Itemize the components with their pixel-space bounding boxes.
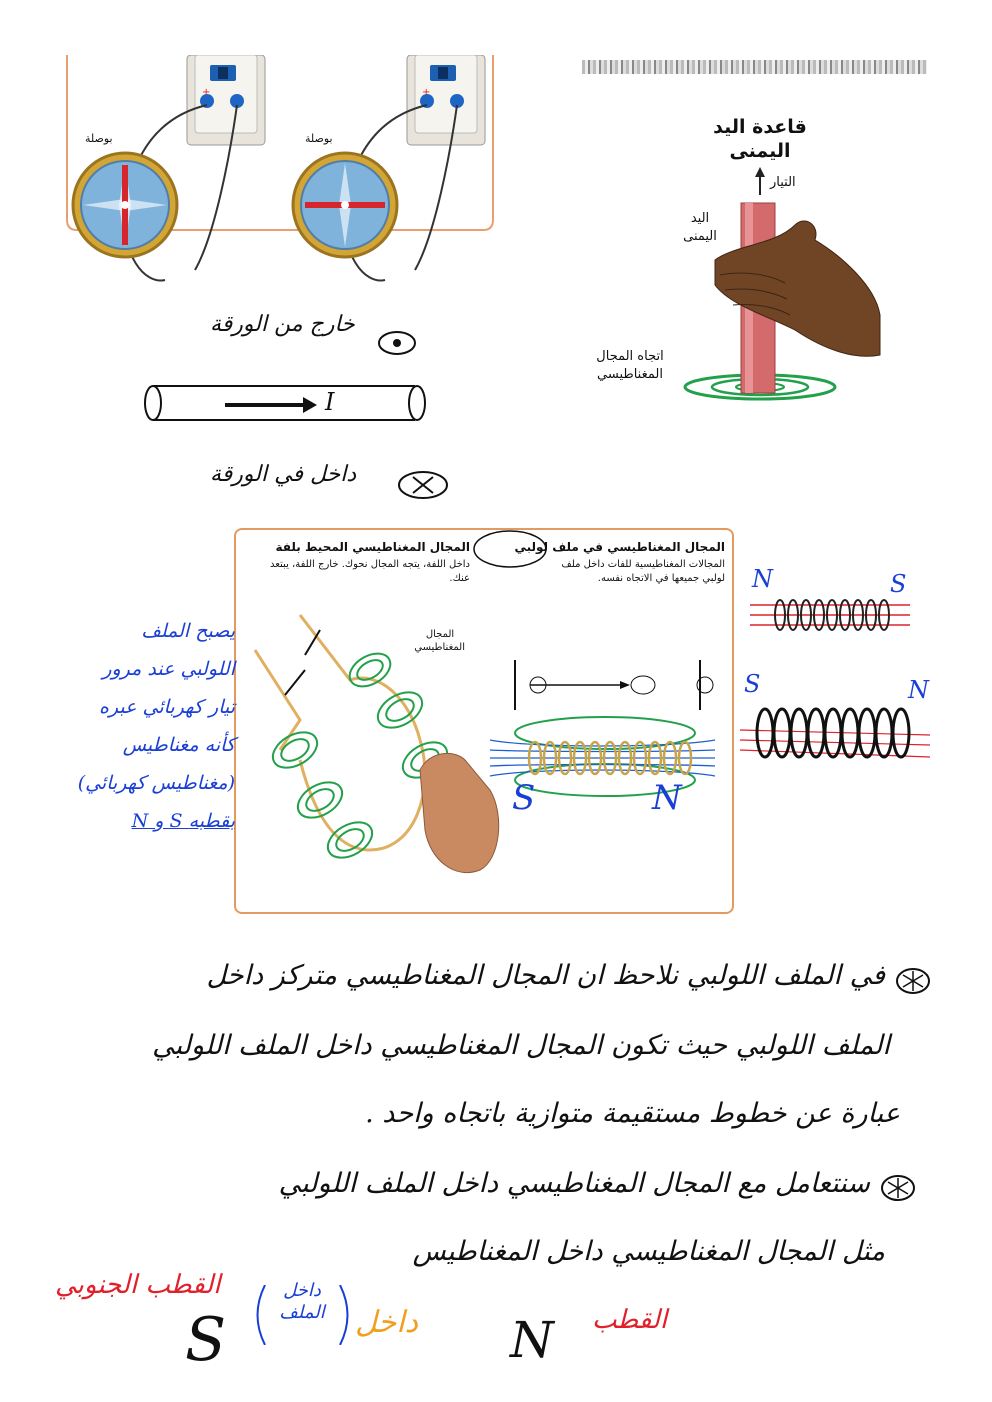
svg-text:+: + [202,87,211,98]
figure-pole-n: N [652,778,682,818]
power-supply-left [187,55,265,145]
letter-s-large: S [185,1305,227,1375]
bullet-star-2 [878,1172,918,1204]
compass-label-left: بوصلة [85,132,113,145]
solenoid-top-n: N [752,565,773,593]
loop-and-solenoid-illustration [240,600,728,900]
right-hand-label: اليد اليمنى [683,211,717,244]
scan-noise-strip [582,60,927,74]
right-hand-title [690,115,830,163]
note-line-5: مثل المجال المغناطيسي داخل المغناطيس [412,1236,885,1267]
note-line-3: عبارة عن خطوط مستقيمة متوازية باتجاه واحد . [365,1098,900,1129]
right-hand-rule-figure [675,165,890,405]
wire-drawing [135,378,435,428]
solenoid-top-s: S [890,570,907,598]
right-panel-title: المجال المغناطيسي في ملف لولبي [514,540,725,554]
cross-in-circle-symbol [395,468,455,502]
right-hand-title-line1: قاعدة اليد [713,116,807,138]
letter-n-large: N [510,1311,554,1369]
label-inside: داخل [355,1305,418,1340]
solenoid-bottom-s: S [744,670,761,698]
field-direction-label: اتجاه المجال المغناطيسي [596,349,664,382]
compass-circuit-figure [55,55,505,295]
compass-left [73,153,177,257]
current-symbol-i: I [325,388,335,416]
current-label: التيار [770,175,796,190]
compass-right [293,153,397,257]
note-into-page: داخل في الورقة [210,462,357,487]
label-pole: القطب [592,1305,668,1335]
left-panel-title: المجال المغناطيسي المحيط بلفة [275,540,470,554]
svg-text:+: + [422,87,431,98]
note-line-4: سنتعامل مع المجال المغناطيسي داخل الملف اللولبي [278,1168,870,1199]
solenoid-sketch-bottom [740,695,935,770]
note-line-2: الملف اللولبي حيث تكون المجال المغناطيسي داخل الملف اللولبي [152,1030,890,1061]
note-line-1: في الملف اللولبي نلاحظ ان المجال المغناطيسي متركز داخل [206,960,885,991]
inside-coil-brackets [255,1285,350,1345]
note-out-of-page: خارج من الورقة [210,312,355,337]
solenoid-bottom-n: N [908,676,929,704]
side-note-blue: يصبح الملف اللولبي عند مرور تيار كهربائي عبره كأنه مغناطيس (مغناطيس كهربائي) بقطبه S و N [77,620,235,832]
label-inside-coil: داخل الملف [279,1280,325,1323]
bullet-star-1 [893,965,933,997]
right-hand-title-line2: اليمنى [729,140,791,162]
dot-in-circle-symbol [375,328,425,358]
field-label-figure: المجال المغناطيسي [414,629,465,653]
left-panel-caption: داخل اللفة، يتجه المجال نحوك. خارج اللفة، يبتعد عنك. [269,559,470,584]
power-supply-right [407,55,485,145]
solenoid-sketch-top [745,595,915,640]
label-south-pole: القطب الجنوبي [55,1270,221,1300]
figure-pole-s: S [512,778,536,818]
right-panel-caption: المجالات المغناطيسية للفات داخل ملف لولبي جميعها في الاتجاه نفسه. [561,559,725,584]
compass-label-right: بوصلة [305,132,333,145]
solenoid-circle-annotation [470,526,550,572]
